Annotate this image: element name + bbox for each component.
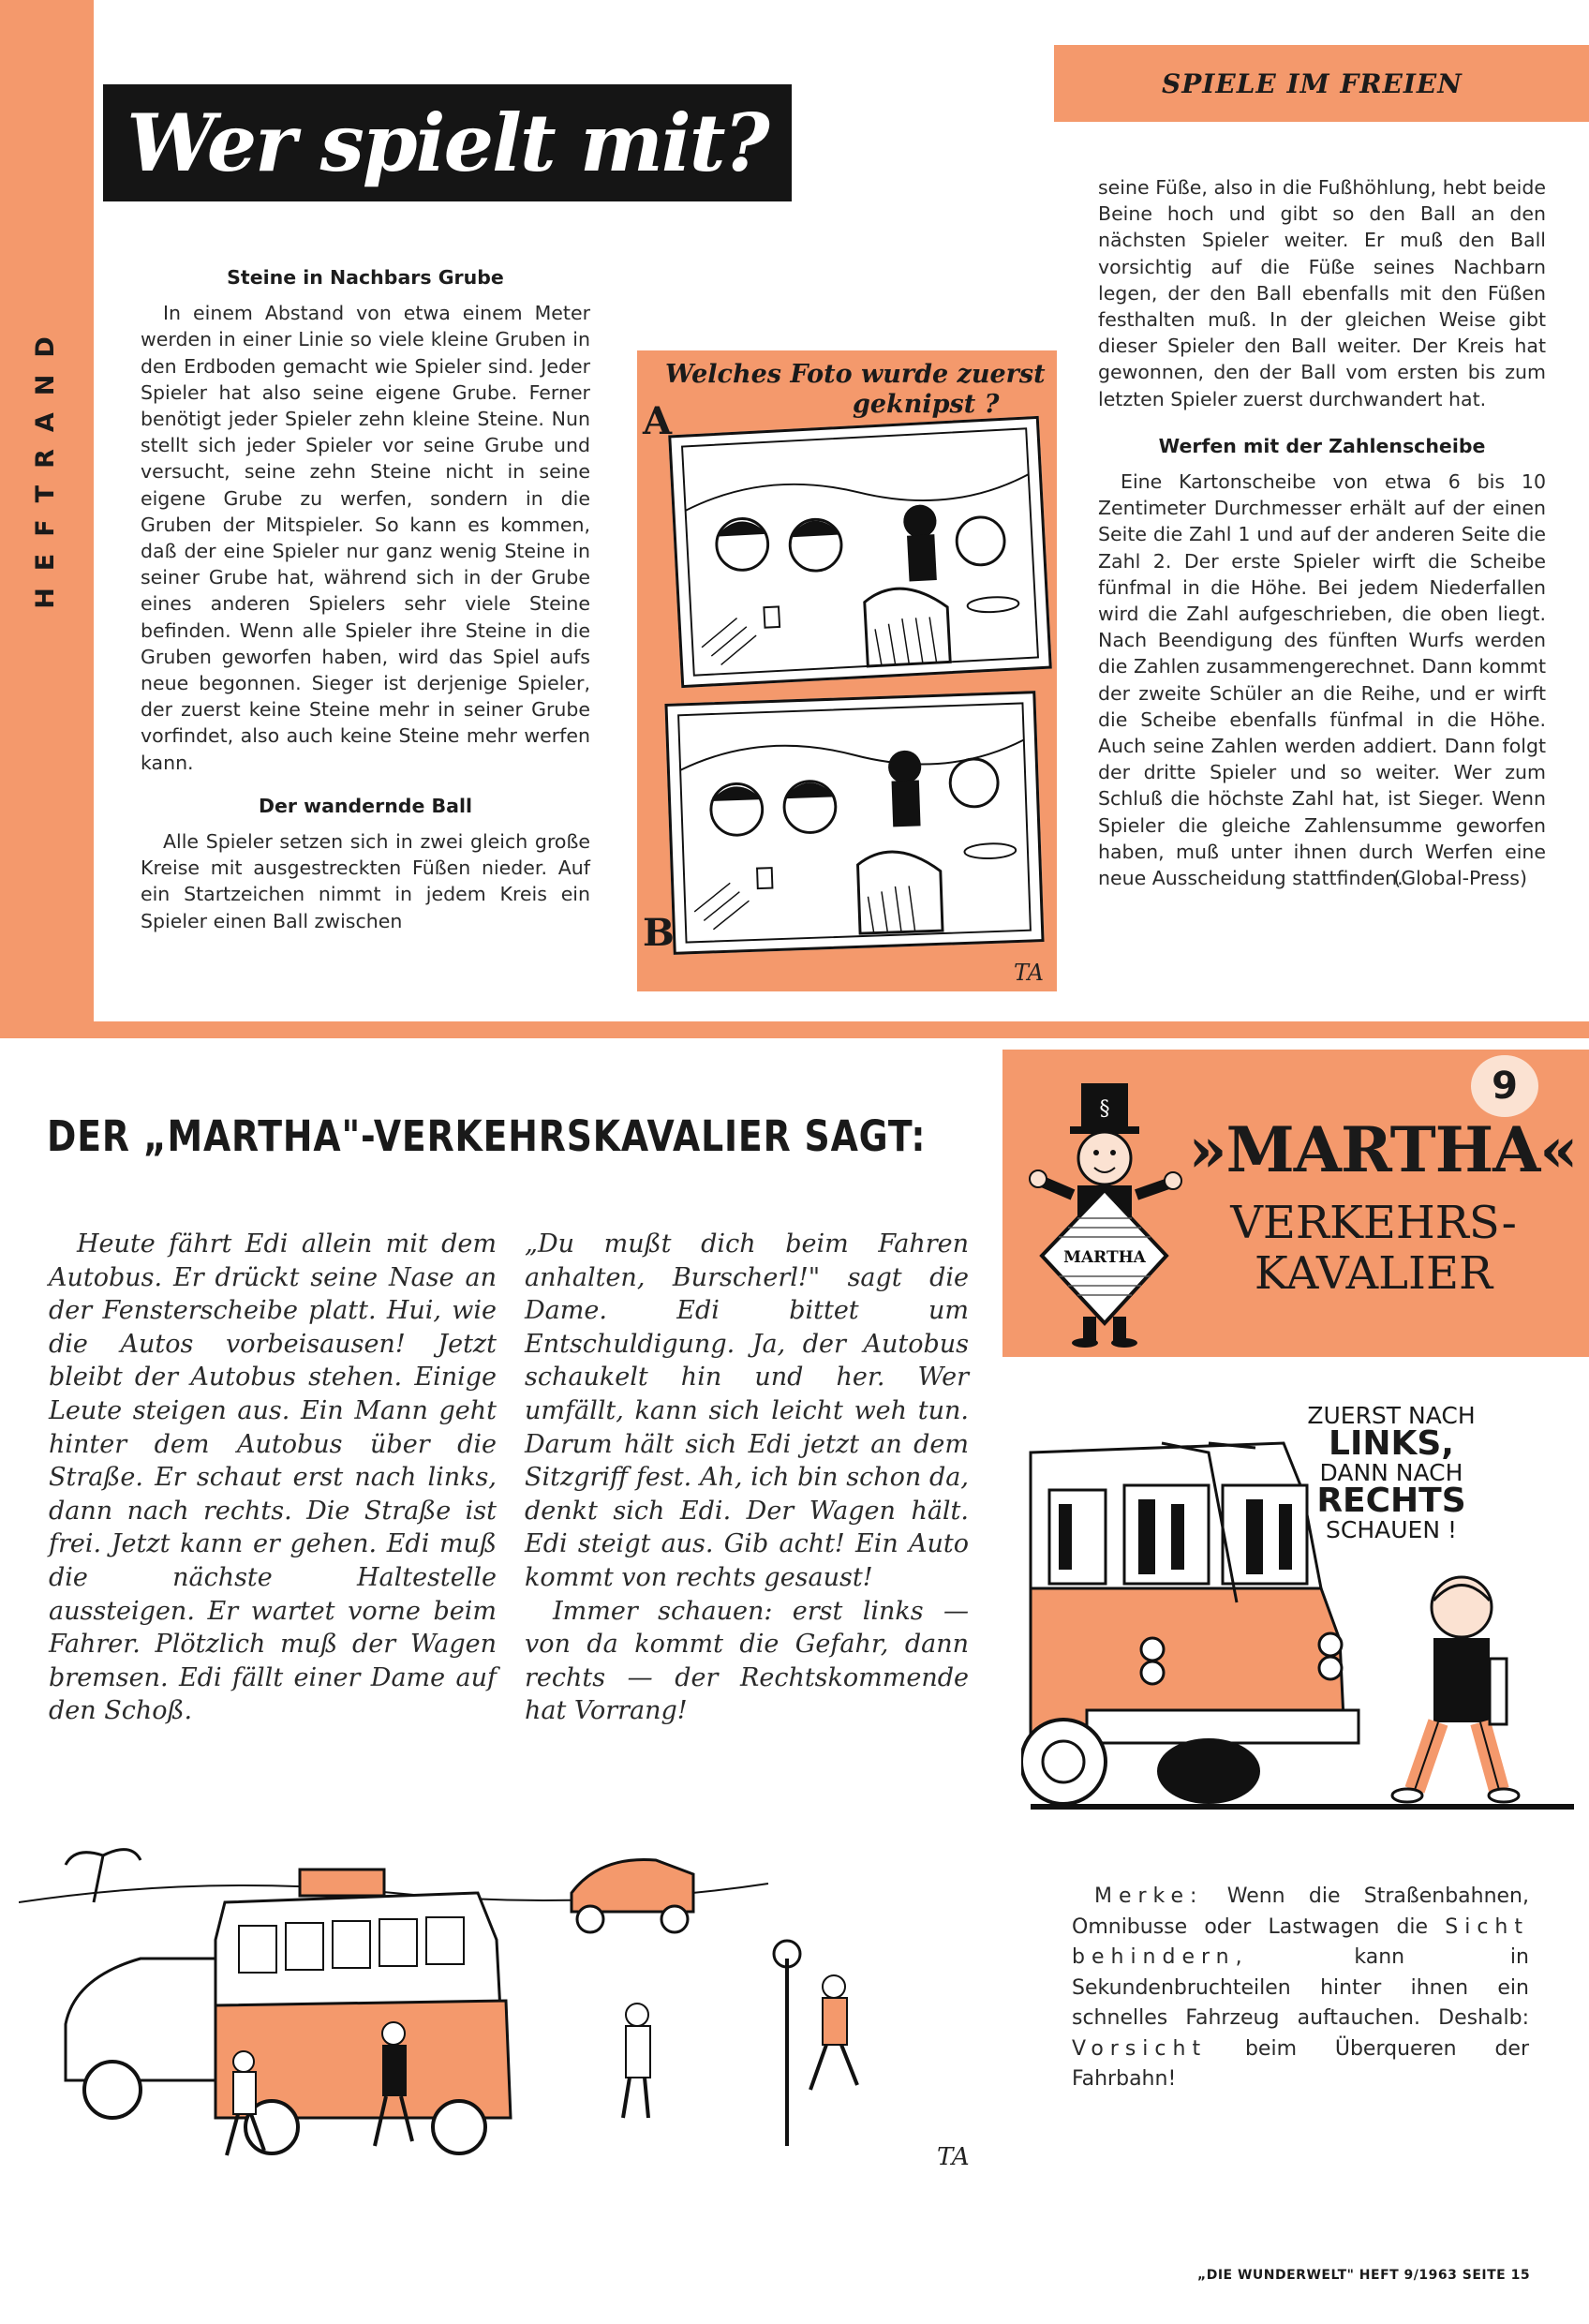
cafe-scene-a-icon [671,419,1048,685]
photo-puzzle [637,350,1057,991]
bus-stop-scene [19,1837,993,2174]
photo-label-a: A [643,399,673,443]
puzzle-question-line: Welches Foto wurde zuerst [665,360,1046,389]
story-column-1 [49,1228,497,1728]
article-body: Eine Kartonscheibe von etwa 6 bis 10 Zentimeter Durchmesser erhält auf der einen Seite die Zahl 1 und auf der anderen Seite die Zahl 2. Der erste Spieler wirft die Scheibe fünfmal in die Höhe. Bei jedem Niederfallen wird die Zahl aufgeschrieben, die oben liegt. Nach Beendigung des fünften Wurfs werden die Zahlen zusammengerechnet. Dann kommt der zweite Schüler an die Reihe, und er wirft die Scheibe ebenfalls fünfmal in die Höhe. Auch seine Zahlen werden addiert. Dann folgt der dritte Spieler und so weiter. Wer zum Schluß die höchste Zahl hat, ist Sieger. Wenn Spieler die gleiche Zahlensumme geworfen haben, muß unter ihnen durch Werfen eine neue Ausscheidung stattfinden. [1098,470,1546,890]
martha-subtitle-line: VERKEHRS- [1230,1197,1517,1249]
page-title-text: Wer spielt mit? [126,97,768,189]
speech-text [1279,1404,1504,1542]
bus-comic [1021,1387,1583,1837]
speech-line: ZUERST NACH [1307,1402,1476,1429]
merke-emphasis: Sicht behindern, [1072,1914,1529,1969]
martha-subtitle-line: KAVALIER [1254,1247,1493,1300]
story-text: Heute fährt Edi allein mit dem Autobus. Er drückt seine Nase an der Fensterscheibe platt. Hui, wie die Autos vorbeisausen! Jetzt bleibt der Autobus stehen. Einige Leute steigen aus. Ein Mann geht hinter dem Autobus über die Straße. Er schaut erst nach links, dann nach rechts. Die Straße ist frei. Jetzt kann er gehen. Edi muß die nächste Haltestelle aussteigen. Er wartet vorne beim Fahrer. Plötzlich muß der Wagen bremsen. Edi fällt einer Dame auf den Schoß. [49,1229,497,1726]
bus-stop-illustration [19,1837,993,2174]
margin-label [26,309,64,618]
article-heading: Werfen mit der Zahlenscheibe [1158,434,1486,457]
story-moral: Immer schauen: erst links — von da kommt die Gefahr, dann rechts — der Rechtskommende hat Vorrang! [525,1596,969,1726]
article-credit: (Global-Press) [1393,867,1527,890]
story-column-2 [525,1228,969,1728]
margin-label-text: HEFTRAND [30,319,60,609]
merke-emphasis: Vorsicht [1072,2036,1208,2061]
section-headline: DER „MARTHA"-VERKEHRSKAVALIER SAGT: [47,1111,927,1161]
martha-mascot-icon [1021,1078,1190,1349]
cafe-scene-b-icon [668,693,1042,951]
speech-line: RECHTS [1316,1482,1466,1520]
martha-badge [1002,1050,1589,1357]
photo-b-illustration [664,691,1044,955]
merke-lead: Merke: [1094,1885,1204,1908]
photo-a-illustration [668,416,1052,688]
puzzle-question [665,360,1049,420]
merke-note [1072,1882,1529,2095]
puzzle-question-line: geknipst ? [853,390,1000,419]
section-banner [1054,45,1589,122]
artist-signature: TA [1013,960,1044,986]
speech-line: SCHAUEN ! [1326,1516,1457,1543]
hat-symbol: § [1099,1097,1110,1121]
mascot-sign-text: MARTHA [1063,1248,1146,1267]
episode-number: 9 [1471,1055,1538,1117]
article-body: In einem Abstand von etwa einem Meter werden in einer Linie so viele kleine Gruben in den Erdboden gemacht wie Spieler sind. Jeder Spieler hat also seine eigene Grube. Ferner benötigt jeder Spieler zehn kleine Steine. Nun stellt sich jeder Spieler vor seine Grube und versucht, seine zehn Steine nicht in seine eigene Grube zu werfen, sondern in die Gruben der Mitspieler. So kann es kommen, daß der eine Spieler nur ganz wenig Steine in seiner Grube hat, während sich in der Grube eines anderen Spielers sehr viele Steine befinden. Wenn alle Spieler ihre Steine in die Gruben geworfen haben, wird das Spiel aufs neue begonnen. Sieger ist derjenige Spieler, der zuerst keine Steine mehr in seiner Grube vorfindet, also auch keine Steine mehr werfen kann. [141,302,590,774]
merke-text: Wenn die Straßenbahnen, Omnibusse oder Lastwagen die [1072,1885,1529,1939]
section-banner-text: SPIELE IM FREIEN [1162,67,1463,99]
page-footer: „DIE WUNDERWELT" HEFT 9/1963 SEITE 15 [1197,2268,1531,2283]
story-text: „Du mußt dich beim Fahren anhalten, Burscherl!" sagt die Dame. Edi bittet um Entschuldigung. Ja, der Autobus schaukelt hin und her. Wer umfällt, kann sich leicht weh tun. Darum hält sich Edi jetzt an dem Sitzgriff fest. Ah, ich bin schon da, denkt sich Edi. Der Wagen hält. Edi steigt aus. Gib acht! Ein Auto kommt von rechts gesaust! [525,1229,969,1592]
speech-line: DANN NACH [1319,1459,1463,1486]
article-heading: Der wandernde Ball [258,794,473,817]
page-title [103,84,792,201]
column-right [1098,174,1546,891]
merke-text: kann in Sekundenbruchteilen hinter ihnen ein schnelles Fahrzeug auftauchen. Deshalb: [1072,1945,1529,2030]
article-body: seine Füße, also in die Fußhöhlung, hebt beide Beine hoch und gibt so den Ball an den nächsten Spieler weiter. Er muß den Ball vorsichtig auf die Füße seines Nachbarn legen, der den Ball ebenfalls mit den Füßen festhalten muß. In der gleichen Weise gibt dieser Spieler den Ball weiter. Der Kreis hat gewonnen, den der Ball vom ersten bis zum letzten Spieler zuerst durchwandert hat. [1098,176,1546,410]
martha-subtitle [1186,1198,1561,1299]
martha-brand: »MARTHA« [1188,1113,1578,1186]
article-body: Alle Spieler setzen sich in zwei gleich große Kreise mit ausgestreckten Füßen nieder. Auf ein Startzeichen nimmt in jedem Kreis ein Spieler einen Ball zwischen [141,830,590,932]
speech-line: LINKS, [1329,1424,1454,1463]
scene-signature: TA [937,2143,970,2171]
section-divider-band [0,1021,1589,1038]
article-heading: Steine in Nachbars Grube [227,266,504,289]
photo-label-b: B [643,911,675,955]
merke-text: beim Überqueren der Fahrbahn! [1072,2036,1529,2091]
column-left [141,264,590,951]
